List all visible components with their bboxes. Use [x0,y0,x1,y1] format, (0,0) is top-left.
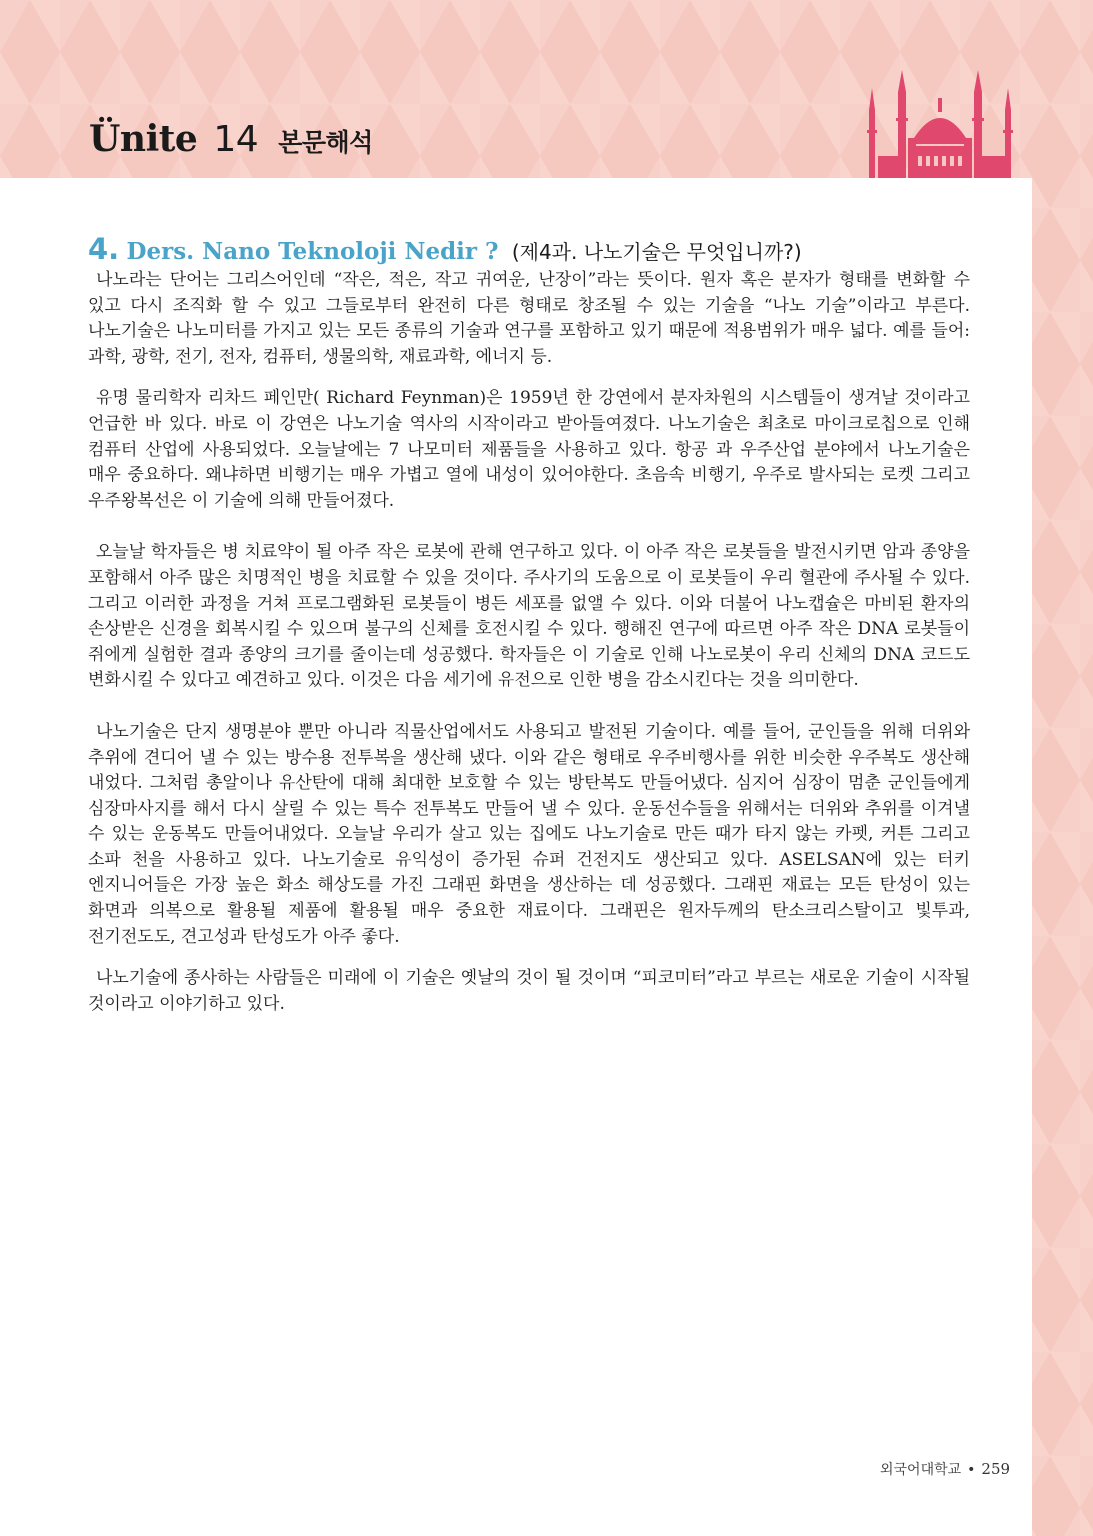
paragraph: 오늘날 학자들은 병 치료약이 될 아주 작은 로봇에 관해 연구하고 있다. 이 아주 작은 로봇들을 발전시키면 암과 종양을 포함해서 아주 많은 치명적인 병을 치료할 수 있을 것이다. 주사기의 도움으로 이 로봇들이 우리 혈관에 주사될 수 있다. 그리고 이러한 과정을 거쳐 프로그램화된 로봇들이 병든 세포를 없앨 수 있다. 이와 더불어 나노캡슐은 마비된 환자의 손상받은 신경을 회복시킬 수 있으며 불구의 신체를 호전시킬 수 있다. 행해진 연구에 따르면 아주 작은 DNA 로봇들이 쥐에게 실험한 결과 종양의 크기를 줄이는데 성공했다. 학자들은 이 기술로 인해 나노로봇이 우리 신체의 DNA 코드도 변화시킬 수 있다고 예견하고 있다. 이것은 다음 세기에 유전으로 인한 병을 감소시킨다는 것을 의미한다. [88,542,970,691]
page-content [0,178,1032,1536]
paragraph: 나노기술에 종사하는 사람들은 미래에 이 기술은 옛날의 것이 될 것이며 “피코미터”라고 부르는 새로운 기술이 시작될 것이라고 이야기하고 있다. [88,968,970,1014]
body-text [88,268,970,1033]
section-title-korean: (제4과. 나노기술은 무엇입니까?) [511,240,802,264]
section-title-turkish: Ders. Nano Teknoloji Nedir ? [126,238,499,265]
page-footer [880,1459,1010,1479]
paragraph: 유명 물리학자 리차드 페인만( Richard Feynman)은 1959년 한 강연에서 분자차원의 시스템들이 생겨날 것이라고 언급한 바 있다. 바로 이 강연은 나노기술 역사의 시작이라고 받아들여졌다. 나노기술은 최초로 마이크로칩으로 인해 컴퓨터 산업에 사용되었다. 오늘날에는 7 나모미터 제품들을 사용하고 있다. 항공 과 우주산업 분야에서 나노기술은 매우 중요하다. 왜냐하면 비행기는 매우 가볍고 열에 내성이 있어야한다. 초음속 비행기, 우주로 발사되는 로켓 그리고 우주왕복선은 이 기술에 의해 만들어졌다. [88,388,970,511]
paragraph: 나노라는 단어는 그리스어인데 “작은, 적은, 작고 귀여운, 난장이”라는 뜻이다. 원자 혹은 분자가 형태를 변화할 수 있고 다시 조직화 할 수 있고 그들로부터 완전히 다른 형태로 창조될 수 있는 기술을 “나노 기술”이라고 부른다. 나노기술은 나노미터를 가지고 있는 모든 종류의 기술과 연구를 포함하고 있기 때문에 적용범위가 매우 넓다. 예를 들어: 과학, 광학, 전기, 전자, 컴퓨터, 생물의학, 재료과학, 에너지 등. [88,270,970,367]
section-heading [88,231,802,270]
footer-separator: • [967,1462,976,1478]
paragraph: 나노기술은 단지 생명분야 뿐만 아니라 직물산업에서도 사용되고 발전된 기술이다. 예를 들어, 군인들을 위해 더위와 추위에 견디어 낼 수 있는 방수용 전투복을 생산해 냈다. 이와 같은 형태로 우주비행사를 위한 비슷한 우주복도 생산해 내었다. 그처럼 총알이나 유산탄에 대해 최대한 보호할 수 있는 방탄복도 만들어냈다. 심지어 심장이 멈춘 군인들에게 심장마사지를 해서 다시 살릴 수 있는 특수 전투복도 만들어 낼 수 있다. 운동선수들을 위해서는 더위와 추위를 이겨낼 수 있는 운동복도 만들어내었다. 오늘날 우리가 살고 있는 집에도 나노기술로 만든 때가 타지 않는 카펫, 커튼 그리고 소파 천을 사용하고 있다. 나노기술로 유익성이 증가된 슈퍼 건전지도 생산되고 있다. ASELSAN에 있는 터키 엔지니어들은 가장 높은 화소 해상도를 가진 그래핀 화면을 생산하는 데 성공했다. 그래핀 재료는 모든 탄성이 있는 화면과 의복으로 활용될 제품에 활용될 매우 중요한 재료이다. 그래핀은 원자두께의 탄소크리스탈이고 빛투과, 전기전도도, 견고성과 탄성도가 아주 좋다. [88,721,970,947]
unit-subtitle: 본문해석 [278,128,373,157]
mosque-illustration [860,70,1020,178]
section-number: 4. [88,232,120,266]
footer-school: 외국어대학교 [880,1462,962,1478]
unit-label: Ünite [89,118,198,160]
page-number: 259 [981,1460,1011,1478]
unit-number: 14 [213,119,259,160]
header-band [0,0,1093,178]
unit-title [89,118,373,160]
